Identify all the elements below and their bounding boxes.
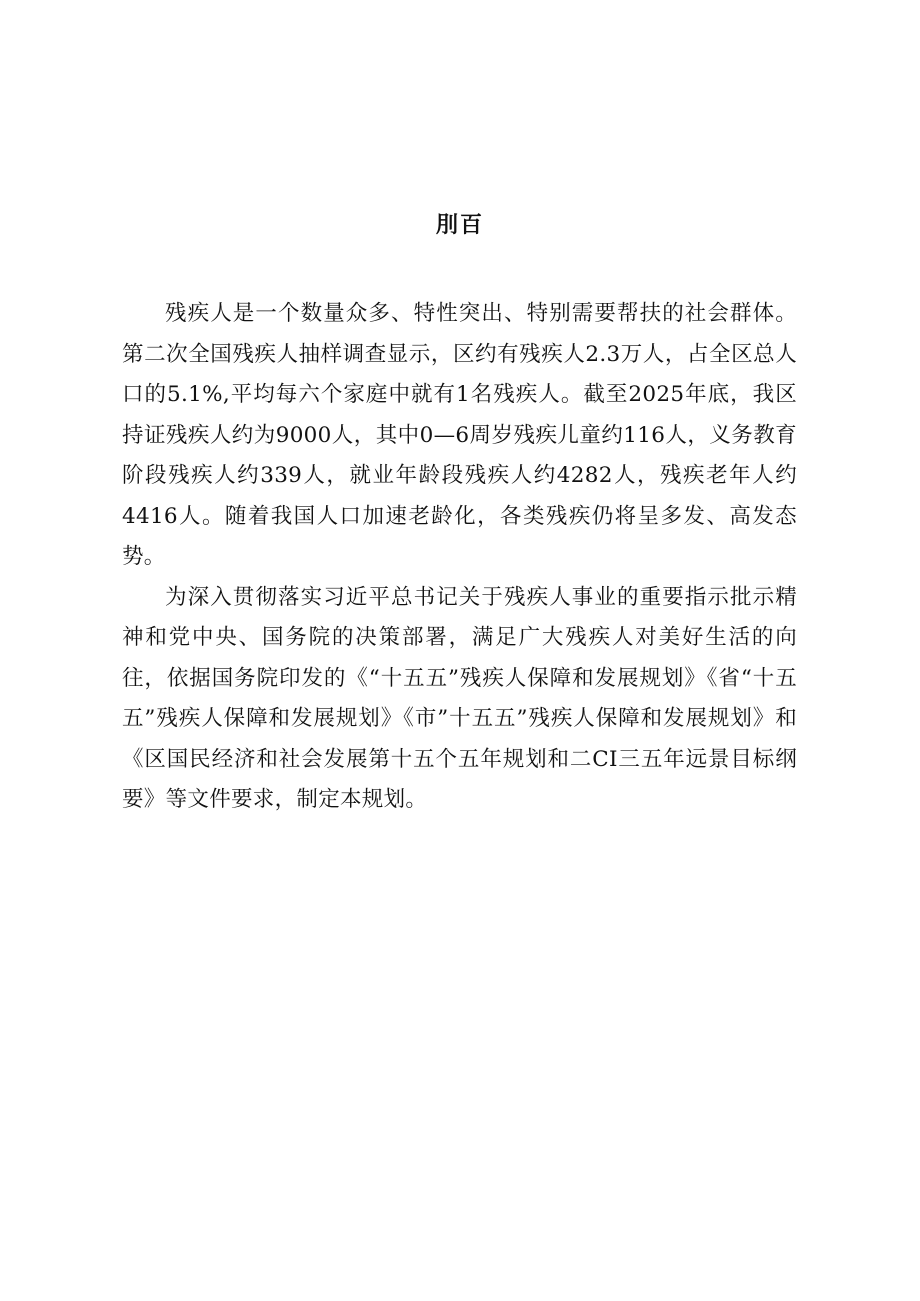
paragraph-disability-statistics: 残疾人是一个数量众多、特性突出、特别需要帮扶的社会群体。第二次全国残疾人抽样调查显示，区约有残疾人2.3万人，占全区总人口的5.1%,平均每六个家庭中就有1名残疾人。截至2025年底，我区持证残疾人约为9000人，其中0—6周岁残疾儿童约116人，义务教育阶段残疾人约339人，就业年龄段残疾人约4282人，残疾老年人约4416人。随着我国人口加速老龄化，各类残疾仍将呈多发、高发态势。 xyxy=(122,301,797,569)
document-body xyxy=(122,294,797,821)
paragraph-planning-basis: 为深入贯彻落实习近平总书记关于残疾人事业的重要指示批示精神和党中央、国务院的决策部署，满足广大残疾人对美好生活的向往，依据国务院印发的《“十五五”残疾人保障和发展规划》《省“十五五”残疾人保障和发展规划》《市”十五五”残疾人保障和发展规划》和《区国民经济和社会发展第十五个五年规划和二CI三五年远景目标纲要》等文件要求，制定本规划。 xyxy=(122,584,797,812)
document-title: 刖百 xyxy=(435,213,484,238)
